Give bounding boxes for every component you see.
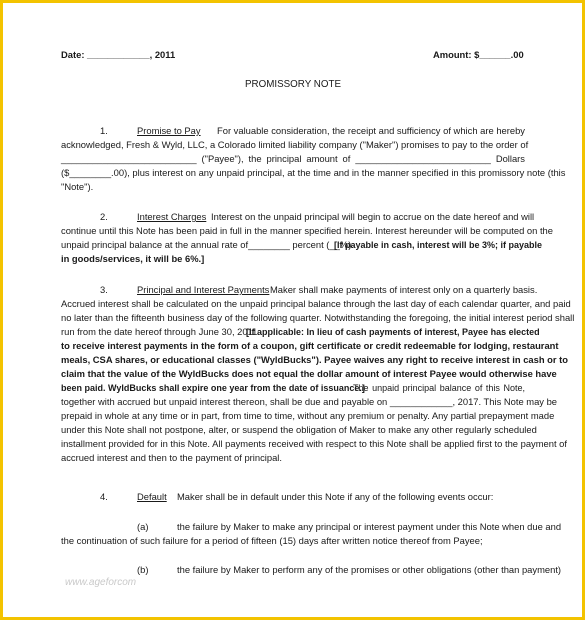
section-3-line: prepaid in whole at any time or in part, from time to time, without any premium or penalty. Any partial prepayment made bbox=[61, 410, 555, 421]
section-3-line: Accrued interest shall be calculated on the unpaid principal balance through the last day of each calendar quarter, and paid bbox=[61, 298, 571, 309]
watermark: www.ageforcom bbox=[65, 577, 137, 588]
section-1-line: ($________.00), plus interest on any unpaid principal, at the time and in the manner specified in this promissory note (this bbox=[61, 167, 566, 178]
section-2-bold-line: in goods/services, it will be 6%.] bbox=[61, 253, 205, 264]
section-4-heading: Default bbox=[137, 491, 167, 502]
section-3-bold-line: been paid. WyldBucks shall expire one year from the date of issuance.] bbox=[61, 383, 365, 393]
clause-b-number: (b) bbox=[137, 564, 149, 575]
section-1-line: __________________________ ("Payee"), the principal amount of __________________________ Dollars bbox=[61, 153, 525, 164]
section-1-line: For valuable consideration, the receipt and sufficiency of which are hereby bbox=[217, 125, 525, 136]
section-4-line: Maker shall be in default under this Note if any of the following events occur: bbox=[177, 491, 494, 502]
clause-b-line: the failure by Maker to perform any of the promises or other obligations (other than payment) bbox=[177, 564, 562, 575]
clause-a-line: the failure by Maker to make any principal or interest payment under this Note when due and bbox=[177, 521, 562, 532]
section-2-line: continue until this Note has been paid in full in the manner specified herein. Interest hereunder will be computed on the bbox=[61, 225, 553, 236]
section-3-line: run from the date hereof through June 30, 2011. bbox=[61, 326, 260, 337]
section-3-line: under this Note shall not postpone, alter, or suspend the obligation of Maker to make any other regularly scheduled bbox=[61, 424, 537, 435]
section-3-line: no later than the fifteenth business day of the following quarter. Notwithstanding the foregoing, the initial interest period shall bbox=[61, 312, 575, 323]
section-3-line: Maker shall make payments of interest only on a quarterly basis. bbox=[270, 284, 538, 295]
section-2-heading: Interest Charges bbox=[137, 211, 207, 222]
amount-field: Amount: $______.00 bbox=[433, 49, 524, 60]
section-3-number: 3. bbox=[100, 284, 108, 295]
document-title: PROMISSORY NOTE bbox=[245, 79, 341, 90]
section-2-bold-line: [If payable in cash, interest will be 3%; if payable bbox=[334, 240, 543, 250]
section-2-line: unpaid principal balance at the annual rate of________ percent (__%). bbox=[61, 239, 354, 250]
section-3-bold-line: [If applicable: In lieu of cash payments of interest, Payee has elected bbox=[246, 327, 540, 337]
section-3-heading: Principal and Interest Payments bbox=[137, 284, 270, 295]
document-page bbox=[3, 3, 582, 617]
section-3-line: together with accrued but unpaid interest thereon, shall be due and payable on ____________, 2017. This Note may be bbox=[61, 396, 558, 407]
section-3-bold-line: claim that the value of the WyldBucks does not equal the dollar amount of interest Payee would otherwise have bbox=[61, 368, 557, 379]
date-field: Date: ____________, 2011 bbox=[61, 49, 176, 60]
section-1-line: acknowledged, Fresh & Wyld, LLC, a Colorado limited liability company ("Maker") promises to pay to the order of bbox=[61, 139, 529, 150]
section-1-heading: Promise to Pay bbox=[137, 125, 201, 136]
section-1-number: 1. bbox=[100, 125, 108, 136]
section-3-line: The unpaid principal balance of this Note, bbox=[353, 383, 525, 393]
section-1-line: "Note"). bbox=[61, 181, 94, 192]
section-4-number: 4. bbox=[100, 491, 108, 502]
section-3-bold-line: meals, CSA shares, or educational classes ("WyldBucks"). Payee waives any right to receive interest in cash or to bbox=[61, 354, 569, 365]
clause-a-line: the continuation of such failure for a period of fifteen (15) days after written notice thereof from Payee; bbox=[61, 535, 483, 546]
section-3-line: accrued interest and then to the payment of principal. bbox=[61, 452, 282, 463]
clause-a-number: (a) bbox=[137, 521, 149, 532]
section-2-number: 2. bbox=[100, 211, 108, 222]
section-3-bold-line: to receive interest payments in the form of a coupon, gift certificate or credit redeemable for lodging, restaurant bbox=[61, 340, 559, 351]
section-2-line: Interest on the unpaid principal will begin to accrue on the date hereof and will bbox=[211, 211, 535, 222]
section-3-line: installment provided for in this Note. All payments received with respect to this Note shall be applied first to the payment of bbox=[61, 438, 567, 449]
